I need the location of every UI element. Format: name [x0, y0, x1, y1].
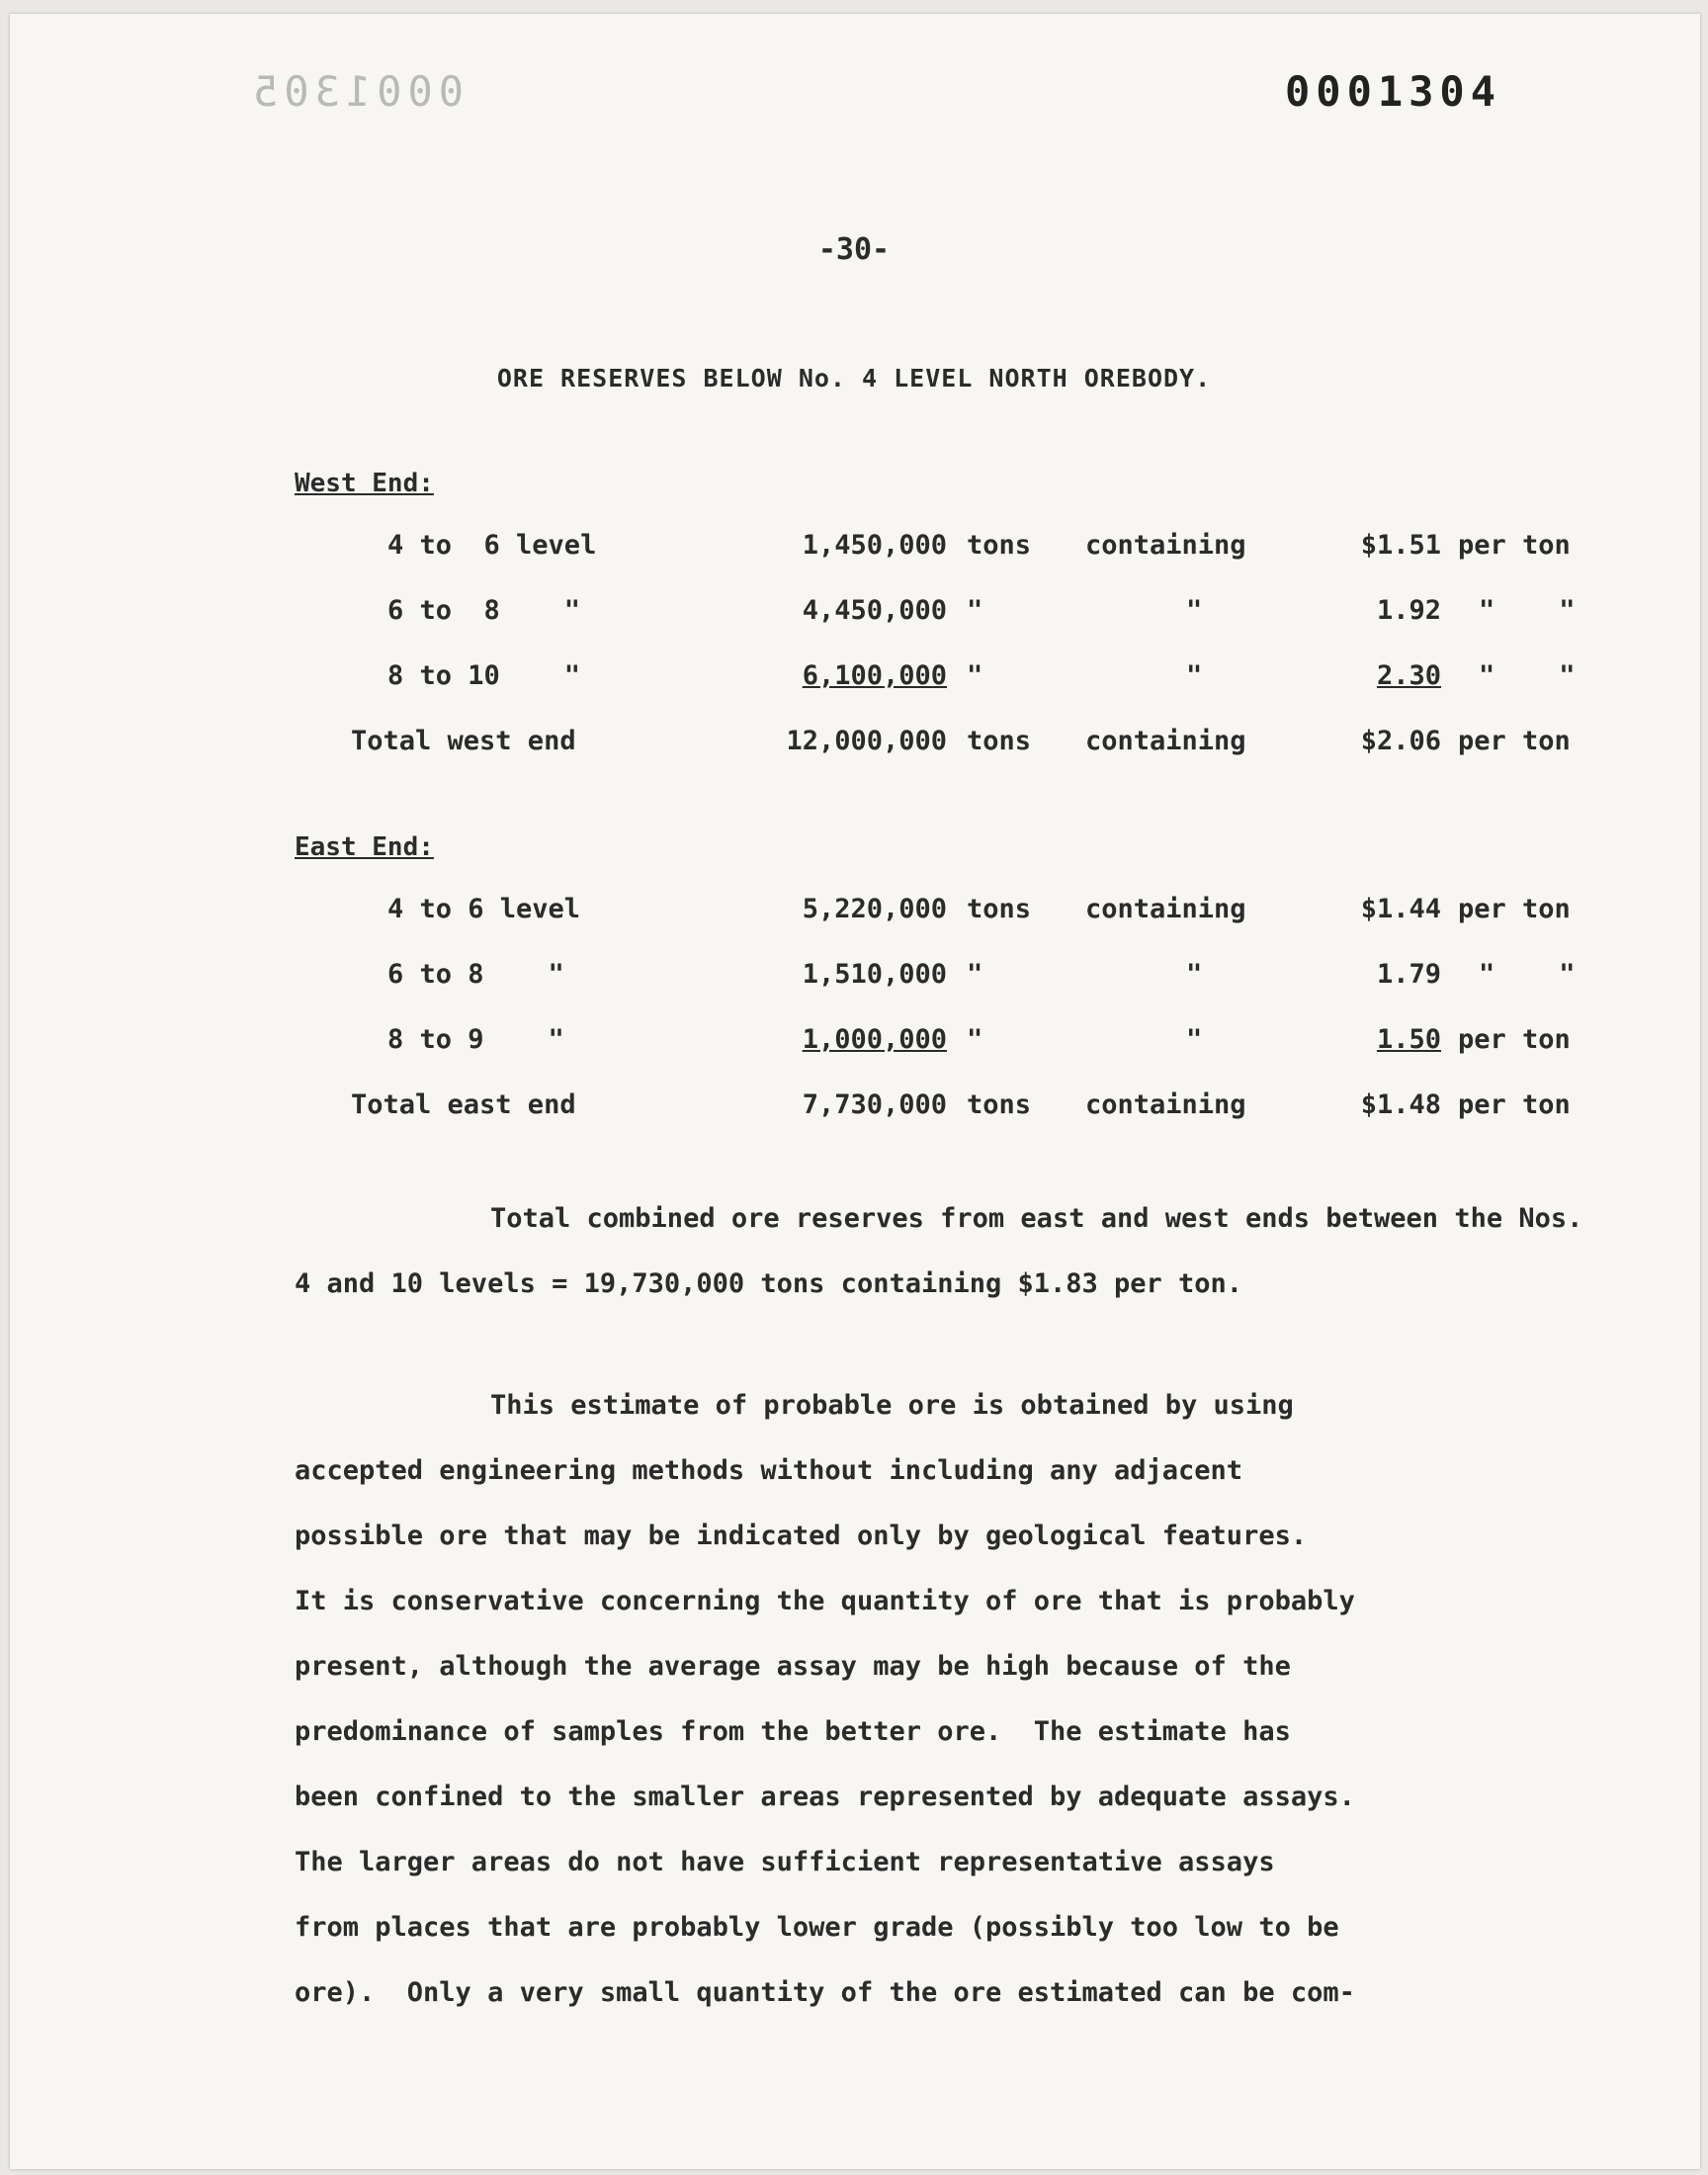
row-containing: "	[1186, 595, 1203, 626]
row-per: per ton	[1458, 1089, 1571, 1120]
row-containing: containing	[1085, 1089, 1246, 1120]
paragraph-line: been confined to the smaller areas represented by adequate assays.	[295, 1782, 1355, 1812]
row-tons: 12,000,000	[786, 726, 947, 756]
row-containing: "	[1186, 660, 1203, 691]
row-price: 1.79	[1376, 959, 1441, 990]
row-price: 1.92	[1376, 595, 1441, 626]
document-number-mirrored: 0001305	[247, 67, 465, 116]
paragraph-line: ore). Only a very small quantity of the ore estimated can be com-	[295, 1977, 1355, 2008]
row-unit: "	[967, 595, 983, 626]
page-title: ORE RESERVES BELOW No. 4 LEVEL NORTH OREBODY.	[496, 364, 1212, 392]
row-containing: containing	[1085, 726, 1246, 756]
row-per: " "	[1479, 660, 1576, 691]
paragraph-line: possible ore that may be indicated only by geological features.	[295, 1521, 1308, 1551]
row-tons: 7,730,000	[802, 1089, 947, 1120]
table-row	[0, 595, 1708, 635]
row-tons: 4,450,000	[802, 595, 947, 626]
paragraph-line: present, although the average assay may be high because of the	[295, 1651, 1291, 1682]
row-per: per ton	[1458, 894, 1571, 924]
row-label: Total west end	[351, 726, 576, 756]
section-label-west-end: West End:	[295, 469, 434, 498]
row-per: per ton	[1458, 726, 1571, 756]
row-tons: 1,510,000	[802, 959, 947, 990]
row-price: 2.30	[1376, 660, 1441, 691]
row-unit: tons	[967, 530, 1032, 561]
section-label-east-end: East End:	[295, 832, 434, 862]
row-price: 1.50	[1376, 1024, 1441, 1055]
table-row	[0, 1024, 1708, 1064]
paragraph-line: predominance of samples from the better ore. The estimate has	[295, 1716, 1291, 1747]
paragraph-line: This estimate of probable ore is obtained by using	[490, 1390, 1294, 1421]
page-number: -30-	[817, 232, 891, 267]
row-price: $2.06	[1360, 726, 1441, 756]
row-unit: tons	[967, 894, 1032, 924]
row-tons: 5,220,000	[802, 894, 947, 924]
row-label: 8 to 10 "	[387, 660, 581, 691]
row-label: 8 to 9 "	[387, 1024, 564, 1055]
paragraph-combined-total: Total combined ore reserves from east and west ends between the Nos. 4 and 10 levels = 19,730,000 tons containing $1.83 per ton.	[295, 1203, 1583, 1299]
row-label: Total east end	[351, 1089, 576, 1120]
row-per: " "	[1479, 959, 1576, 990]
row-tons: 1,000,000	[802, 1024, 947, 1055]
paragraph-line: accepted engineering methods without including any adjacent	[295, 1455, 1243, 1486]
paragraph-line: from places that are probably lower grade (possibly too low to be	[295, 1912, 1339, 1943]
row-per: per ton	[1458, 1024, 1571, 1055]
paragraph-line: The larger areas do not have sufficient representative assays	[295, 1847, 1275, 1877]
row-per: " "	[1479, 595, 1576, 626]
document-number: 0001304	[1285, 67, 1502, 116]
row-unit: tons	[967, 1089, 1032, 1120]
row-unit: "	[967, 660, 983, 691]
row-price: $1.51	[1360, 530, 1441, 561]
table-row	[0, 660, 1708, 700]
row-tons: 1,450,000	[802, 530, 947, 561]
row-per: per ton	[1458, 530, 1571, 561]
row-tons: 6,100,000	[802, 660, 947, 691]
table-row	[0, 530, 1708, 569]
row-label: 6 to 8 "	[387, 595, 581, 626]
row-unit: "	[967, 959, 983, 990]
row-unit: "	[967, 1024, 983, 1055]
row-unit: tons	[967, 726, 1032, 756]
row-label: 6 to 8 "	[387, 959, 564, 990]
table-row-total	[0, 1089, 1708, 1129]
table-row	[0, 959, 1708, 999]
row-containing: "	[1186, 959, 1203, 990]
row-label: 4 to 6 level	[387, 894, 581, 924]
paragraph-line: It is conservative concerning the quantity of ore that is probably	[295, 1586, 1355, 1616]
row-containing: containing	[1085, 894, 1246, 924]
table-row-total	[0, 726, 1708, 765]
row-price: $1.44	[1360, 894, 1441, 924]
row-containing: containing	[1085, 530, 1246, 561]
row-price: $1.48	[1360, 1089, 1441, 1120]
table-row	[0, 894, 1708, 933]
row-label: 4 to 6 level	[387, 530, 597, 561]
row-containing: "	[1186, 1024, 1203, 1055]
